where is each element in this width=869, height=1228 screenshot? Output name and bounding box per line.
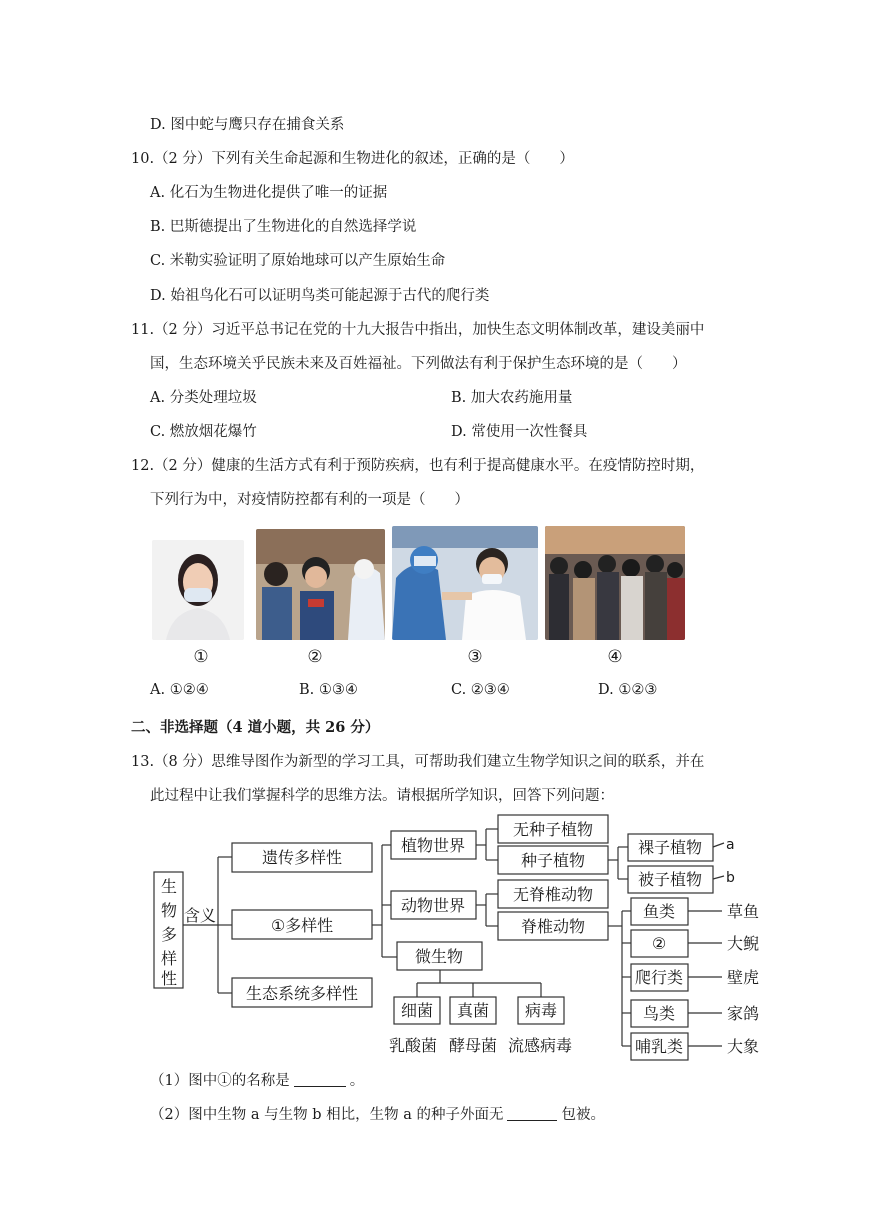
mammal-label: 哺乳类 <box>634 1037 684 1056</box>
blank2-label: ② <box>651 934 667 953</box>
photo-label-4: ④ <box>607 647 623 667</box>
q13-sub2-end: 包被。 <box>561 1107 605 1123</box>
q12-option-c: C. ②③④ <box>451 682 510 698</box>
q10-option-c: C. 米勒实验证明了原始地球可以产生原始生命 <box>150 253 446 269</box>
fish-label: 鱼类 <box>642 902 676 921</box>
q13-stem-line1: 13.（8 分）思维导图作为新型的学习工具，可帮助我们建立生物学知识之间的联系，并在 <box>131 754 705 770</box>
photo-label-2: ② <box>307 647 323 667</box>
fungi-example: 酵母菌 <box>448 1036 498 1055</box>
q11-option-d: D. 常使用一次性餐具 <box>451 424 588 440</box>
mammal-example: 大象 <box>727 1037 760 1056</box>
q11-option-b: B. 加大农药施用量 <box>451 390 573 406</box>
plants-label: 植物世界 <box>400 836 466 855</box>
bird-example: 家鸽 <box>727 1004 760 1023</box>
answer-blank-2[interactable] <box>507 1106 557 1121</box>
microbes-label: 微生物 <box>414 947 464 966</box>
q10-option-d: D. 始祖鸟化石可以证明鸟类可能起源于古代的爬行类 <box>150 288 490 304</box>
gymno-label: 裸子植物 <box>637 838 703 857</box>
bird-label: 鸟类 <box>642 1004 676 1023</box>
species-label: ①多样性 <box>270 916 334 935</box>
q11-option-a: A. 分类处理垃圾 <box>150 390 257 406</box>
q10-option-a: A. 化石为生物进化提供了唯一的证据 <box>150 185 388 201</box>
q12-stem-line2: 下列行为中，对疫情防控都有利的一项是（ ） <box>150 492 469 508</box>
q13-stem-line2: 此过程中让我们掌握科学的思维方法。请根据所学知识，回答下列问题： <box>150 788 614 804</box>
root-char-5: 性 <box>160 969 178 988</box>
seedless-label: 无种子植物 <box>512 820 594 839</box>
blank2-example: 大鲵 <box>727 934 760 953</box>
seed-label: 种子植物 <box>520 851 586 870</box>
root-char-1: 生 <box>160 877 178 896</box>
label-b: b <box>726 870 735 886</box>
answer-blank-1[interactable] <box>294 1072 346 1087</box>
root-char-3: 多 <box>160 925 178 944</box>
photo-label-3: ③ <box>467 647 483 667</box>
vertebrate-label: 脊椎动物 <box>520 917 586 936</box>
q11-stem-line1: 11.（2 分）习近平总书记在党的十九大报告中指出，加快生态文明体制改革，建设美丽中 <box>131 322 705 338</box>
q13-sub1 <box>150 1069 364 1090</box>
meaning-label: 含义 <box>184 906 217 925</box>
invertebrate-label: 无脊椎动物 <box>512 885 594 904</box>
q11-option-c: C. 燃放烟花爆竹 <box>150 424 257 440</box>
ecosystem-label: 生态系统多样性 <box>245 984 359 1003</box>
fish-example: 草鱼 <box>727 902 760 921</box>
reptile-label: 爬行类 <box>634 968 684 987</box>
reptile-example: 壁虎 <box>727 968 760 987</box>
q12-option-b: B. ①③④ <box>299 682 358 698</box>
q10-option-b: B. 巴斯德提出了生物进化的自然选择学说 <box>150 219 417 235</box>
q11-stem-line2: 国，生态环境关乎民族未来及百姓福祉。下列做法有利于保护生态环境的是（ ） <box>150 356 687 372</box>
q13-sub2-text: （2）图中生物 a 与生物 b 相比，生物 a 的种子外面无 <box>150 1107 504 1123</box>
q10-stem: 10.（2 分）下列有关生命起源和生物进化的叙述，正确的是（ ） <box>131 151 574 167</box>
root-char-2: 物 <box>160 901 178 920</box>
bacteria-example: 乳酸菌 <box>388 1036 438 1055</box>
q13-sub1-text: （1）图中①的名称是 <box>150 1073 290 1089</box>
q9-option-d: D. 图中蛇与鹰只存在捕食关系 <box>150 117 345 133</box>
bacteria-label: 细菌 <box>400 1001 434 1020</box>
virus-label: 病毒 <box>524 1001 558 1020</box>
root-char-4: 样 <box>160 949 178 968</box>
q13-sub1-end: 。 <box>349 1073 365 1089</box>
q12-option-d: D. ①②③ <box>598 682 658 698</box>
angio-label: 被子植物 <box>637 870 703 889</box>
label-a: a <box>726 837 735 853</box>
virus-example: 流感病毒 <box>507 1036 573 1055</box>
animals-label: 动物世界 <box>400 896 466 915</box>
q12-stem-line1: 12.（2 分）健康的生活方式有利于预防疾病，也有利于提高健康水平。在疫情防控时期， <box>131 458 705 474</box>
q13-sub2 <box>150 1103 605 1124</box>
photo-label-1: ① <box>193 647 209 667</box>
genetic-label: 遗传多样性 <box>261 848 343 867</box>
section-heading: 二、非选择题（4 道小题，共 26 分） <box>131 719 380 736</box>
q12-option-a: A. ①②④ <box>150 682 209 698</box>
fungi-label: 真菌 <box>456 1001 490 1020</box>
